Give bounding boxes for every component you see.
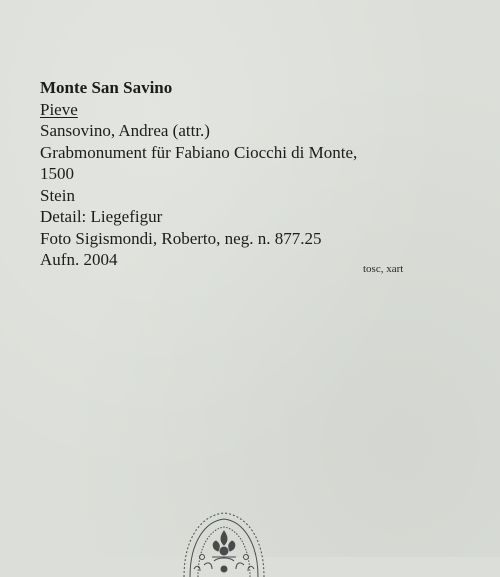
photo-credit: Foto Sigismondi, Roberto, neg. n. 877.25	[40, 228, 322, 248]
material: Stein	[40, 185, 75, 205]
detail: Detail: Liegefigur	[40, 207, 163, 226]
catalog-code: tosc, xart	[363, 263, 404, 275]
work-title-line2: 1500	[40, 164, 74, 183]
church-name: Pieve	[40, 99, 78, 119]
ornamental-seal-icon	[178, 507, 270, 577]
record-text	[40, 77, 480, 271]
photo-date: Aufn. 2004	[40, 250, 118, 269]
location-title: Monte San Savino	[40, 78, 173, 97]
artist-name: Sansovino, Andrea (attr.)	[40, 121, 210, 140]
work-title-line1: Grabmonument für Fabiano Ciocchi di Monte,	[40, 142, 358, 162]
